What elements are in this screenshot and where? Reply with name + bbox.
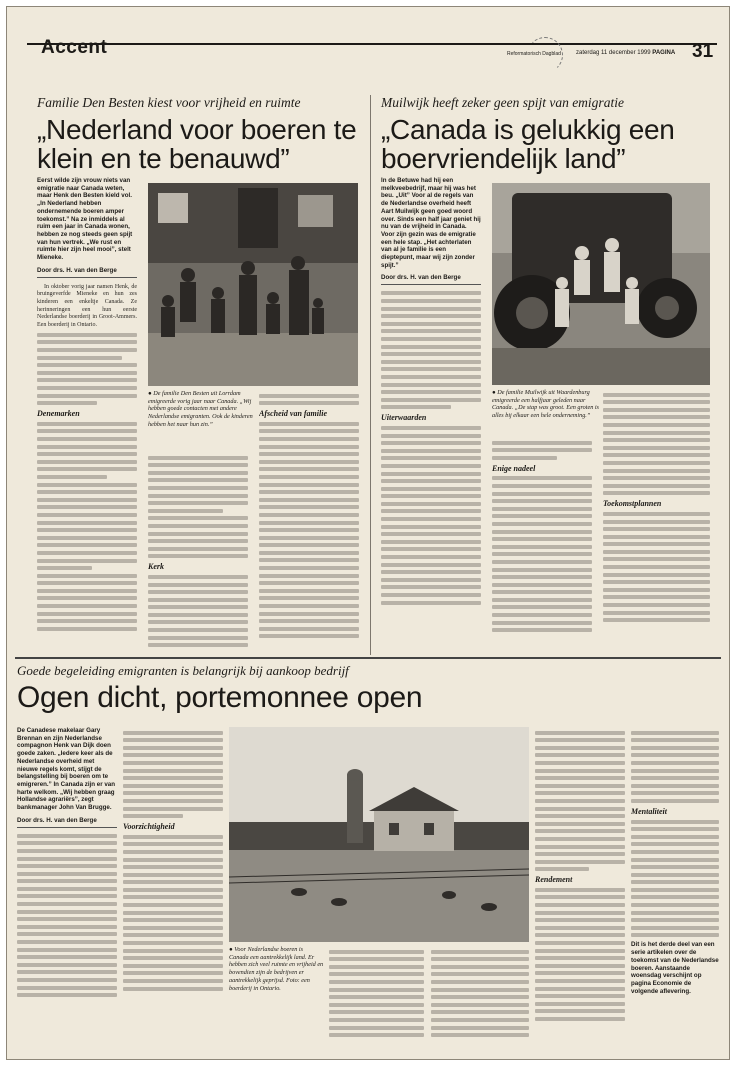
paper-name: Reformatorisch Dagblad [507,51,561,57]
article-3-col-3 [329,946,424,1052]
article-1-caption: ● De familie Den Besten uit Lorrdam emigreerde vorig jaar naar Canada. „Wij hebben goede contacten met andere Nederlandse emigranten. Ook de kinderen hebben het naar hun zin.” [148,390,253,428]
article-2-lead: In de Betuwe had hij een melkveebedrijf, maar hij was het beu. „Uit” Voor al de regels van de Nederlandse overheid heeft Aart Muilwijk geen goed woord over. Sinds een half jaar geniet hij nu van de vrijheid in Canada. Voor zijn gezin was de emigratie een hele stap. „Het achterlaten van al je familie is een dieptepunt, maar wij zijn zonder spijt.” [381,177,481,269]
article-3-headline: Ogen dicht, portemonnee open [17,681,423,714]
article-1-subhead-2: Kerk [148,562,164,572]
article-2-col-1 [381,177,481,647]
article-2-headline: „Canada is gelukkig een boervriendelijk land” [381,114,675,174]
article-1-col-3 [259,390,359,647]
article-2-body-lines-2 [381,426,481,605]
page-number: 31 [692,41,714,62]
article-1-body-lines-4 [148,575,248,647]
article-2-subhead-2: Enige nadeel [492,463,536,473]
photo-den-besten-family [148,183,358,386]
article-3-body-lines-7 [535,888,625,1021]
article-1-body-lines-2 [37,422,137,631]
article-1-body-lines [37,333,137,405]
article-1-col-2 [148,452,248,647]
article-1-headline: „Nederland voor boeren te klein en te benauwd” [37,114,357,174]
article-3-body-lines-9 [631,820,719,938]
article-1-intro: In oktober vorig jaar namen Henk, de bruingeverfde Mieneke en hun zes kinderen een enkeltje Canada. Ze herinneringen een hun eerste Nederlandse boerderij in Groot-Ammers. Een boerderij in Ontario. [37,283,137,328]
article-2-subhead-3: Toekomstplannen [603,499,662,509]
article-1-col-1 [37,177,137,647]
section-divider [15,657,721,659]
article-3-col-6 [631,727,719,1052]
article-3-body-lines-8 [631,731,719,803]
article-3-body-lines-2 [123,731,223,819]
article-3-subhead-2: Rendement [535,875,573,885]
article-2-subhead-1: Uiterwaarden [381,413,427,423]
article-3-header [17,663,717,714]
article-1-subhead-1: Denemarken [37,409,80,419]
article-3-body-lines-4 [329,950,424,1038]
article-1-lead: Eerst wilde zijn vrouw niets van emigratie naar Canada weten, maar Henk den Besten kield vol. „In Nederland hebben ondernemende boeren amper toekomst.” Na ze inmiddels al ruim een jaar in Canada wonen, hebben ze nog steeds geen spijt van hun vertrek. „We rust en ruimte hier zijn heel mooi”, stelt Mieneke. [37,177,133,262]
article-1-byline: Door drs. H. van den Berge [37,267,137,278]
article-1-body-lines-5 [259,394,359,406]
article-1-subhead-3: Afscheid van familie [259,409,327,419]
article-3-body-lines-5 [431,950,529,1038]
article-3-lead: De Canadese makelaar Gary Brennan en zijn Nederlandse compagnon Henk van Dijk doen goede zaken. „Iedere keer als de Nederlandse overheid met nieuwe regels komt, stijgt de belangstelling bij boeren om te emigreren.” In Canada zijn er van harte welkom. „Wij hebben graag Hollandse agrariërs”, zegt bankmanager John Van Brugge. [17,727,115,812]
article-3-col-1 [17,727,117,1052]
article-3-byline: Door drs. H. van den Berge [17,817,117,828]
article-3-caption: ● Voor Nederlandse boeren is Canada een aantrekkelijk land. Er hebben zich veel ruimte en vrijheid en bovendien zijn de bedrijven er aantrekkelijk geprijsd. Foto: een boerderij in Ontario. [229,946,324,992]
article-3-body-lines-3 [123,835,223,991]
article-2-body-lines-3 [492,441,592,460]
article-3-subhead-1: Voorzichtigheid [123,822,175,832]
article-3-col-2 [123,727,223,1052]
article-2-byline: Door drs. H. van den Berge [381,274,481,285]
article-2-body-lines-5 [603,393,710,496]
masthead [7,7,729,62]
article-2-kicker: Muilwijk heeft zeker geen spijt van emigratie [381,95,624,110]
article-1-body-lines-3 [148,456,248,559]
article-2-body-lines-4 [492,476,592,632]
article-2-col-2 [492,437,592,647]
article-2-body-lines-6 [603,512,710,622]
article-2-col-3 [603,389,710,647]
article-3-col-4 [431,946,529,1052]
article-3-col-5 [535,727,625,1052]
article-3-subhead-3: Mentaliteit [631,806,667,816]
article-3-body-lines-6 [535,731,625,872]
section-title: Accent [41,37,108,58]
article-2-caption: ● De familie Muilwijk uit Waardenburg emigreerde een halfjaar geleden naar Canada. „De stap was groot. Een groten is alles bij elkaar een hele onderneming.” [492,389,599,420]
photo-ontario-farm [229,727,529,942]
article-3-kicker: Goede begeleiding emigranten is belangrijk bij aankoop bedrijf [17,663,349,678]
article-1-kicker: Familie Den Besten kiest voor vrijheid en ruimte [37,95,301,110]
issue-date: zaterdag 11 december 1999 PAGINA [576,50,676,56]
newspaper-page [6,6,730,1060]
article-2-header [381,95,711,173]
article-2-body-lines [381,291,481,409]
series-note: Dit is het derde deel van een serie artikelen over de toekomst van de Nederlandse boeren. Aanstaande woensdag verschijnt op pagina Economie de volgende aflevering. [631,941,719,995]
photo-muilwijk-family [492,183,710,385]
article-1-header [37,95,367,173]
article-3-body-lines [17,834,117,997]
article-1-body-lines-6 [259,422,359,639]
column-divider [370,95,371,655]
